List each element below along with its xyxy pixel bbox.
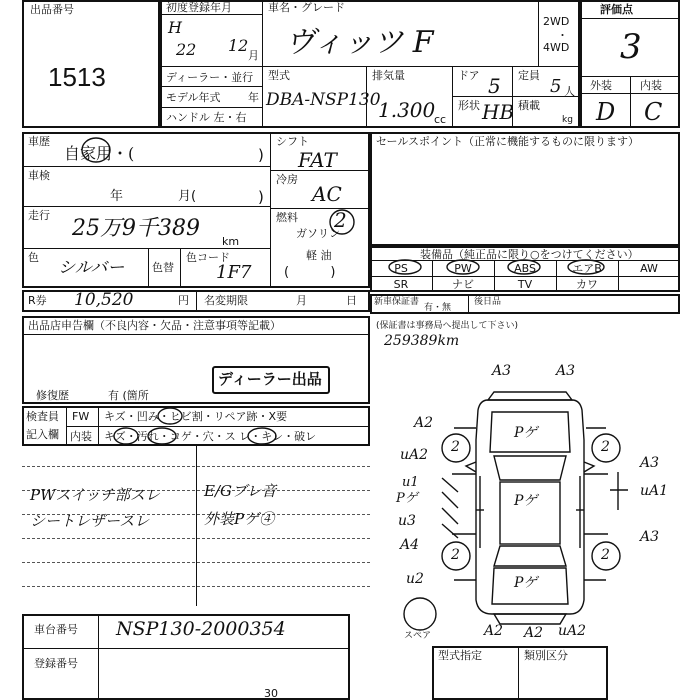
shift-label: シフト (276, 135, 309, 148)
reg-era: H (168, 18, 182, 37)
capacity-unit: 人 (564, 85, 575, 98)
inspector-interior-items: キズ・汚れ・コゲ・穴・ス レ・キレ・破レ (104, 430, 317, 443)
reg-month: 12 (228, 36, 249, 55)
color-code-label: 色コード (186, 251, 230, 264)
car-name-label: 車名・グレード (268, 1, 345, 14)
color-code-value: 1F7 (216, 262, 252, 283)
mark-bottom-1: A2 (484, 623, 504, 639)
mark-left-mid-3: u3 (398, 513, 416, 529)
equip-airbag: エアB (572, 262, 602, 275)
displacement-value: 1.300 (378, 98, 436, 122)
note-3: E/Gブレ音 (204, 482, 277, 500)
wheel-rr: 2 (601, 547, 610, 563)
load-label: 積載 (518, 99, 540, 112)
mark-trunk: Pゲ (514, 575, 538, 591)
equip-pw: PW (454, 261, 472, 275)
repair-value: 有 (箇所 (108, 389, 149, 402)
after-item-label: 後日品 (474, 297, 502, 307)
fuel-paren: ( ) (284, 265, 336, 280)
repair-label: 修復歴 (36, 389, 69, 402)
drive-2wd: 2WD (543, 15, 570, 28)
odometer-note: 259389km (384, 333, 460, 349)
inspector-interior: 内装 (70, 430, 92, 443)
inspector-fw: FW (72, 410, 90, 423)
dealer-stamp-text: ディーラー出品 (218, 370, 322, 388)
fuel-gasoline: ガソリン (296, 227, 340, 240)
reg-year: 22 (176, 40, 197, 59)
displacement-unit: cc (434, 113, 447, 126)
first-reg-label: 初度登録年月 (166, 1, 232, 14)
mark-roof: Pゲ (514, 493, 538, 509)
mark-hood: Pゲ (514, 425, 538, 441)
inspector-label-bottom: 記入欄 (26, 428, 59, 441)
displacement-label: 排気量 (372, 69, 405, 82)
equip-navi: ナビ (452, 278, 474, 291)
mark-right-front: A3 (640, 455, 660, 471)
spare-label: スペア (404, 631, 432, 641)
wheel-fr: 2 (601, 439, 610, 455)
ac-label: 冷房 (276, 173, 298, 186)
inspection-year: 年 (110, 189, 124, 204)
grade-label: 評価点 (600, 3, 633, 16)
warranty-label: 新車保証書 (374, 297, 420, 307)
fuel-diesel: 軽 油 (306, 249, 332, 262)
color-label: 色 (28, 251, 39, 264)
type-designation-label: 型式指定 (438, 649, 482, 662)
sales-point-label: セールスポイント（正常に機能するものに限ります） (376, 135, 640, 148)
mileage-label: 走行 (28, 209, 50, 222)
type-label: 型式 (268, 69, 290, 82)
chassis-label: 車台番号 (34, 623, 78, 636)
declaration-label: 出品店申告欄（不良内容・欠品・注意事項等記載） (28, 319, 281, 332)
mark-bottom-3: uA2 (558, 623, 587, 639)
lot-number-label: 出品番号 (30, 3, 74, 16)
note-2: シートレザースレ (30, 512, 150, 530)
registration-label: 登録番号 (34, 657, 78, 670)
grade-value: 3 (620, 27, 642, 67)
interior-label: 内装 (640, 79, 662, 92)
recycle-label: R券 (28, 294, 47, 307)
capacity-value: 5 (550, 76, 562, 97)
name-change-label: 名変期限 (204, 294, 248, 307)
mileage-value: 25万9千389 (72, 216, 200, 241)
type-value: DBA-NSP130 (266, 90, 381, 110)
history-close: ) (258, 146, 264, 164)
equip-leather: カワ (576, 278, 598, 291)
equip-sr: SR (393, 277, 409, 291)
reg-month-unit: 月 (248, 49, 259, 62)
inspection-month: 月( (178, 189, 197, 204)
history-label: 車歴 (28, 135, 50, 148)
equip-ps: PS (394, 261, 408, 275)
fuel-value: 2 (334, 208, 347, 232)
shift-value: FAT (298, 148, 337, 172)
equip-tv: TV (517, 277, 533, 291)
note-1: PWスイッチ部スレ (30, 486, 160, 504)
mark-bottom-2: A2 (524, 625, 544, 641)
capacity-label: 定員 (518, 69, 540, 82)
shape-label: 形状 (458, 99, 480, 112)
inspector-fw-items: キズ・凹み・ヒビ割・リペア跡・X要 (104, 410, 288, 423)
note-4: 外装Pゲ④ (204, 510, 275, 528)
chassis-value: NSP130-2000354 (116, 618, 286, 640)
doors-value: 5 (488, 74, 501, 98)
wheel-rl: 2 (451, 547, 460, 563)
recycle-unit: 円 (178, 294, 189, 307)
lot-number-value: 1513 (48, 62, 106, 92)
mark-right-rear: A3 (640, 529, 660, 545)
inspection-label: 車検 (28, 169, 50, 182)
name-change-day: 日 (346, 294, 357, 307)
warranty-note: (保証書は事務局へ提出して下さい) (376, 321, 519, 331)
name-change-month: 月 (296, 294, 307, 307)
mark-left-front: A2 (414, 415, 434, 431)
color-value: シルバー (58, 258, 125, 278)
exterior-grade: D (596, 98, 616, 126)
mark-left-mid-1: u1 (402, 475, 419, 490)
mark-top-right: A3 (556, 363, 576, 379)
mark-left-front-2: uA2 (400, 447, 429, 463)
shape-value: HB (482, 100, 515, 124)
history-value: 自家用・( (64, 144, 135, 163)
warranty-has-none: 有・無 (424, 303, 452, 313)
mark-right-mid: uA1 (640, 483, 669, 499)
color-change-label: 色替 (152, 261, 174, 274)
mark-left-rear: A4 (400, 537, 420, 553)
footer-mark: 30 (264, 687, 278, 700)
drive-4wd: 4WD (543, 41, 570, 54)
handle-label: ハンドル 左・右 (166, 111, 247, 124)
inspection-close: ) (258, 188, 264, 206)
dealer-label: ディーラー・並行 (166, 71, 254, 84)
equipment-label: 装備品（純正品に限り○をつけてください） (420, 248, 639, 261)
model-year-label: モデル年式 (166, 91, 221, 104)
mark-left-rear-2: u2 (406, 571, 424, 587)
wheel-fl: 2 (451, 439, 460, 455)
fuel-label: 燃料 (276, 211, 298, 224)
mileage-unit: km (222, 235, 240, 248)
mark-left-mid-2: Pゲ (396, 491, 418, 506)
equip-abs: ABS (514, 261, 536, 275)
model-year-unit: 年 (248, 91, 259, 104)
recycle-value: 10,520 (74, 290, 134, 310)
car-name-value: ヴィッツ F (285, 25, 434, 60)
drive-dot: ・ (557, 29, 568, 42)
mark-top-left: A3 (492, 363, 512, 379)
exterior-label: 外装 (590, 79, 612, 92)
category-label: 類別区分 (524, 649, 568, 662)
doors-label: ドア (458, 69, 480, 82)
load-unit: kg (562, 115, 573, 125)
equip-aw: AW (640, 261, 658, 275)
interior-grade: C (644, 98, 663, 126)
inspector-label-top: 検査員 (26, 410, 59, 423)
ac-value: AC (312, 182, 342, 206)
